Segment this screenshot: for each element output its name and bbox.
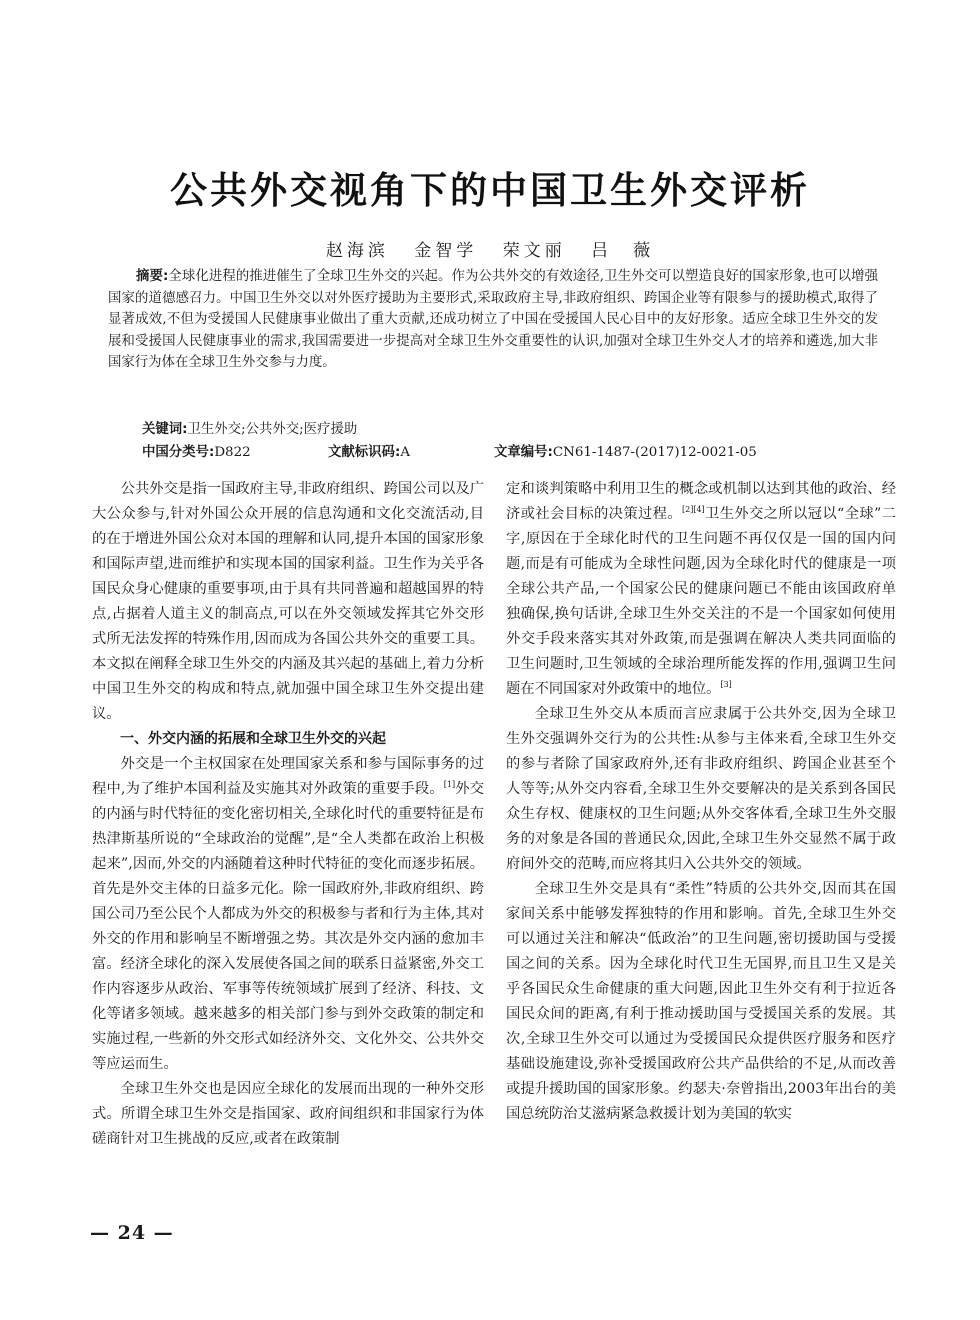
document-code-label: 文献标识码:: [328, 445, 401, 460]
keywords-text: 卫生外交;公共外交;医疗援助: [187, 422, 358, 437]
article-number: [494, 441, 757, 460]
document-code-value: A: [400, 445, 410, 460]
body-paragraph: 全球卫生外交也是因应全球化的发展而出现的一种外交形式。所谓全球卫生外交是指国家、政府间组织和非国家行为体磋商针对卫生挑战的反应,或者在政策制: [92, 1081, 484, 1147]
article-number-value: CN61-1487-(2017)12-0021-05: [552, 445, 757, 460]
paragraph-text: 外交的内涵与时代特征的变化密切相关,全球化时代的重要特征是布热津斯基所说的“全球政治的觉醒”,是“全人类都在政治上积极起来”,因而,外交的内涵随着这种时代特征的变化而逐步拓展。首先是外交主体的日益多元化。除一国政府外,非政府组织、跨国公司乃至公民个人都成为外交的积极参与者和行为主体,其对外交的作用和影响呈不断增强之势。其次是外交内涵的愈加丰富。经济全球化的深入发展使各国之间的联系日益紧密,外交工作内容逐步从政治、军事等传统领域扩展到了经济、科技、文化等诸多领域。越来越多的相关部门参与到外交政策的制定和实施过程,一些新的外交形式如经济外交、文化外交、公共外交等应运而生。: [92, 781, 484, 1072]
citation-ref: [1]: [443, 780, 456, 790]
abstract-label: 摘要:: [136, 269, 169, 284]
keywords-line: [142, 418, 357, 437]
paragraph-text: 定和谈判策略中利用卫生的概念或机制以达到其他的政治、经济或社会目标的决策过程。: [506, 481, 896, 522]
body-paragraph: 公共外交是指一国政府主导,非政府组织、跨国公司以及广大公众参与,针对外国公众开展的信息沟通和文化交流活动,目的在于增进外国公众对本国的理解和认同,提升本国的国家形象和国际声望,进而维护和实现本国的国家利益。卫生作为关乎各国民众身心健康的重要事项,由于具有共同普遍和超越国界的特点,占据着人道主义的制高点,可以在外交领域发挥其它外交形式所无法发挥的特殊作用,因而成为各国公共外交的重要工具。本文拟在阐释全球卫生外交的内涵及其兴起的基础上,着力分析中国卫生外交的构成和特点,就加强中国全球卫生外交提出建议。: [92, 481, 484, 722]
clc-number: [142, 441, 328, 460]
paragraph-text: 外交是一个主权国家在处理国家关系和参与国际事务的过程中,为了维护本国利益及实施其对外政策的重要手段。: [92, 756, 484, 797]
article-title: 公共外交视角下的中国卫生外交评析: [170, 169, 810, 212]
citation-ref: [3]: [720, 680, 732, 690]
body-paragraph: [506, 477, 896, 702]
citation-ref: [2][4]: [681, 505, 705, 515]
body-column-right: [506, 477, 896, 1127]
section-heading: 一、外交内涵的拓展和全球卫生外交的兴起: [120, 731, 386, 747]
author-list: [0, 236, 980, 261]
author-name: 荣文丽: [502, 241, 566, 261]
keywords-label: 关键词:: [142, 422, 188, 437]
abstract: [108, 266, 878, 374]
paragraph-text: 卫生外交之所以冠以“全球”二字,原因在于全球化时代的卫生问题不再仅仅是一国的国内问题,而是有可能成为全球性问题,因为全球化时代的健康是一项全球公共产品,一个国家公民的健康问题已不能由该国政府单独确保,换句话讲,全球卫生外交关注的不是一个国家如何使用外交手段来落实其对外政策,而是强调在解决人类共同面临的卫生问题时,卫生领域的全球治理所能发挥的作用,强调卫生问题在不同国家对外政策中的地位。: [506, 506, 896, 697]
document-code: [328, 441, 494, 460]
author-name: 金智学: [414, 241, 478, 261]
clc-label: 中国分类号:: [142, 445, 215, 460]
article-number-label: 文章编号:: [494, 445, 553, 460]
clc-value: D822: [214, 445, 251, 460]
classification-line: [142, 441, 757, 460]
body-paragraph: 全球卫生外交从本质而言应隶属于公共外交,因为全球卫生外交强调外交行为的公共性:从参与主体来看,全球卫生外交的参与者除了国家政府外,还有非政府组织、跨国企业甚至个人等等;从外交内容看,全球卫生外交要解决的是关系到各国民众生存权、健康权的卫生问题;从外交客体看,全球卫生外交服务的对象是各国的普通民众,因此,全球卫生外交显然不属于政府间外交的范畴,而应将其归入公共外交的领域。: [506, 706, 896, 872]
author-name: 赵海滨: [325, 241, 389, 261]
page-number: — 24 —: [90, 1222, 174, 1244]
author-name: 吕 薇: [591, 241, 655, 261]
abstract-text: 全球化进程的推进催生了全球卫生外交的兴起。作为公共外交的有效途径,卫生外交可以塑造良好的国家形象,也可以增强国家的道德感召力。中国卫生外交以对外医疗援助为主要形式,采取政府主导,非政府组织、跨国企业等有限参与的援助模式,取得了显著成效,不但为受援国人民健康事业做出了重大贡献,还成功树立了中国在受援国人民心目中的友好形象。适应全球卫生外交的发展和受援国人民健康事业的需求,我国需要进一步提高对全球卫生外交重要性的认识,加强对全球卫生外交人才的培养和遴选,加大非国家行为体在全球卫生外交参与力度。: [108, 269, 879, 371]
body-column-left: [92, 477, 484, 1152]
body-paragraph: [92, 752, 484, 1077]
body-paragraph: 全球卫生外交是具有“柔性”特质的公共外交,因而其在国家间关系中能够发挥独特的作用和影响。首先,全球卫生外交可以通过关注和解决“低政治”的卫生问题,密切援助国与受援国之间的关系。因为全球化时代卫生无国界,而且卫生又是关乎各国民众生命健康的重大问题,因此卫生外交有利于拉近各国民众间的距离,有利于推动援助国与受援国关系的发展。其次,全球卫生外交可以通过为受援国民众提供医疗服务和医疗基础设施建设,弥补受援国政府公共产品供给的不足,从而改善或提升援助国的国家形象。约瑟夫·奈曾指出,2003年出台的美国总统防治艾滋病紧急救援计划为美国的软实: [506, 881, 896, 1122]
